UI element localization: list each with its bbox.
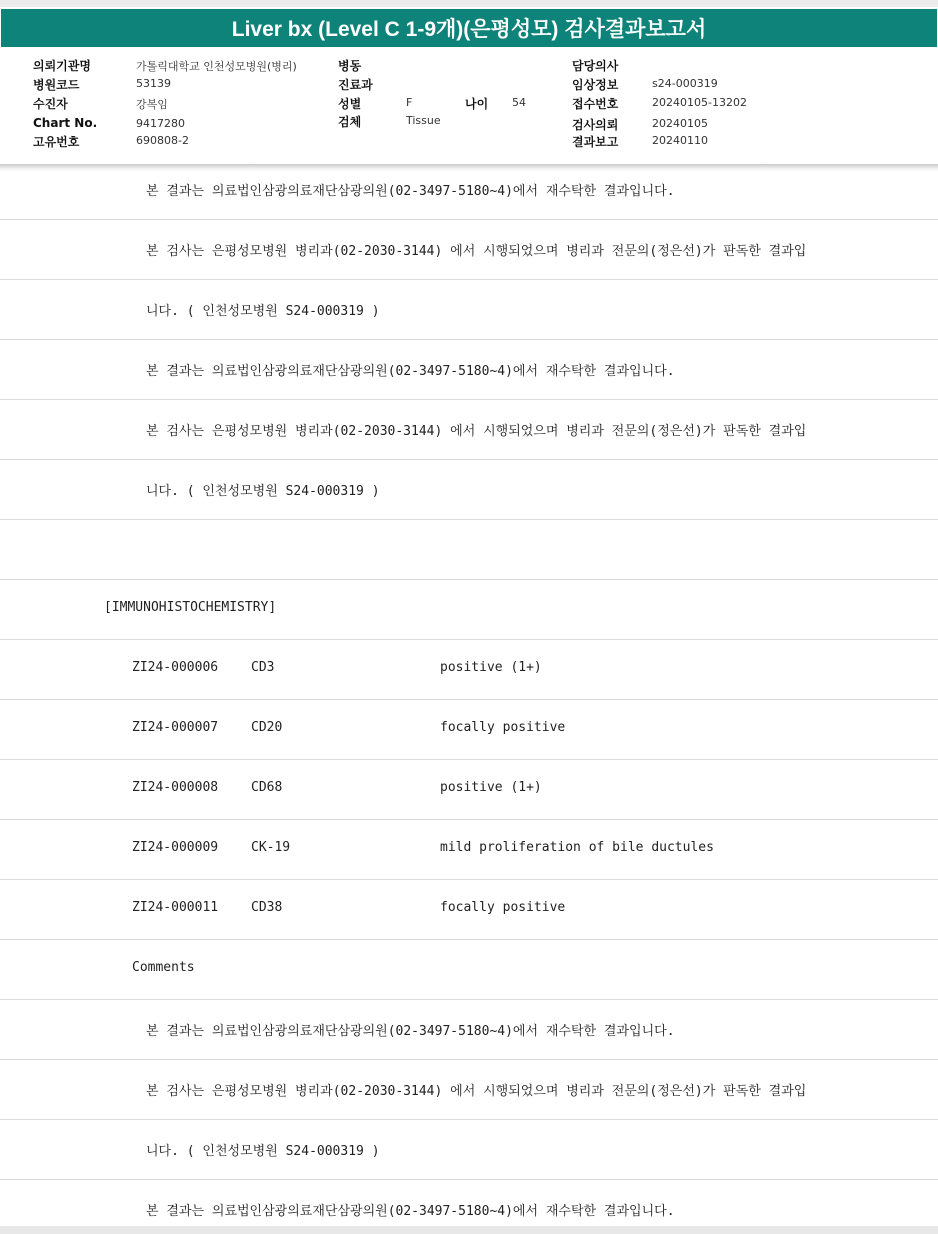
note-row — [0, 280, 938, 340]
note-text: 본 검사는 은평성모병원 병리과(02-2030-3144) 에서 시행되었으며 병리과 전문의(정은선)가 판독한 결과입 — [146, 424, 807, 439]
note-text: 본 검사는 은평성모병원 병리과(02-2030-3144) 에서 시행되었으며 병리과 전문의(정은선)가 판독한 결과입 — [146, 1084, 807, 1099]
patient-value: 강복임 — [136, 98, 168, 111]
note-row — [0, 1060, 938, 1120]
ihc-result-row — [0, 700, 938, 760]
ihc-marker: CK-19 — [251, 840, 291, 855]
chart-no-label: Chart No. — [33, 116, 98, 130]
note-row — [0, 400, 938, 460]
ihc-result-row — [0, 760, 938, 820]
ihc-code: ZI24-000007 — [132, 720, 219, 735]
ihc-marker: CD20 — [251, 720, 283, 735]
ihc-marker: CD68 — [251, 780, 283, 795]
institution-value: 가톨릭대학교 인천성모병원(병리) — [136, 60, 297, 73]
note-row — [0, 340, 938, 400]
institution-label: 의뢰기관명 — [33, 59, 91, 73]
receipt-number-value: 20240105-13202 — [652, 96, 747, 109]
report-body[interactable] — [0, 160, 938, 1226]
doctor-label: 담당의사 — [572, 59, 619, 73]
sex-label: 성별 — [338, 97, 362, 111]
note-text: 본 결과는 의료법인삼광의료재단삼광의원(02-3497-5180~4)에서 재수탁한 결과입니다. — [146, 1204, 675, 1219]
request-date-label: 검사의뢰 — [572, 118, 619, 132]
department-label: 진료과 — [338, 78, 373, 92]
ihc-result: mild proliferation of bile ductules — [440, 840, 714, 855]
note-row — [0, 1000, 938, 1060]
patient-label: 수진자 — [33, 97, 68, 111]
ihc-code: ZI24-000008 — [132, 780, 219, 795]
receipt-number-label: 접수번호 — [572, 97, 619, 111]
hospital-code-label: 병원코드 — [33, 78, 80, 92]
note-row — [0, 1120, 938, 1180]
ihc-section-title: [IMMUNOHISTOCHEMISTRY] — [104, 600, 277, 615]
note-row — [0, 1180, 938, 1226]
note-row — [0, 220, 938, 280]
note-text: 니다. ( 인천성모병원 S24-000319 ) — [146, 304, 380, 319]
clinical-info-label: 임상정보 — [572, 78, 619, 92]
age-label: 나이 — [465, 97, 489, 111]
clinical-info-value: s24-000319 — [652, 77, 718, 90]
sex-value: F — [406, 96, 413, 109]
ihc-result-row — [0, 820, 938, 880]
note-text: 니다. ( 인천성모병원 S24-000319 ) — [146, 1144, 380, 1159]
unique-number-value: 690808-2 — [136, 134, 189, 147]
report-header — [0, 47, 938, 165]
request-date-value: 20240105 — [652, 117, 708, 130]
ihc-code: ZI24-000011 — [132, 900, 219, 915]
ihc-section-row — [0, 580, 938, 640]
ihc-result: positive (1+) — [440, 780, 542, 795]
note-text: 본 결과는 의료법인삼광의료재단삼광의원(02-3497-5180~4)에서 재수탁한 결과입니다. — [146, 364, 675, 379]
chart-no-value: 9417280 — [136, 117, 185, 130]
ihc-marker: CD3 — [251, 660, 275, 675]
comments-row — [0, 940, 938, 1000]
report-date-label: 결과보고 — [572, 135, 619, 149]
note-text: 본 결과는 의료법인삼광의료재단삼광의원(02-3497-5180~4)에서 재수탁한 결과입니다. — [146, 184, 675, 199]
ihc-code: ZI24-000006 — [132, 660, 219, 675]
note-text: 본 결과는 의료법인삼광의료재단삼광의원(02-3497-5180~4)에서 재수탁한 결과입니다. — [146, 1024, 675, 1039]
age-value: 54 — [512, 96, 526, 109]
note-row — [0, 460, 938, 520]
report-title: Liver bx (Level C 1-9개)(은평성모) 검사결과보고서 — [1, 9, 937, 47]
ihc-result: focally positive — [440, 720, 566, 735]
unique-number-label: 고유번호 — [33, 135, 80, 149]
ihc-result-row — [0, 640, 938, 700]
specimen-value: Tissue — [406, 114, 441, 127]
ward-label: 병동 — [338, 59, 362, 73]
window-bottom-strip — [0, 1226, 938, 1234]
comments-label: Comments — [132, 960, 195, 975]
ihc-result-row — [0, 880, 938, 940]
report-date-value: 20240110 — [652, 134, 708, 147]
ihc-code: ZI24-000009 — [132, 840, 219, 855]
ihc-result: positive (1+) — [440, 660, 542, 675]
blank-row — [0, 520, 938, 580]
ihc-marker: CD38 — [251, 900, 283, 915]
note-text: 본 검사는 은평성모병원 병리과(02-2030-3144) 에서 시행되었으며 병리과 전문의(정은선)가 판독한 결과입 — [146, 244, 807, 259]
note-text: 니다. ( 인천성모병원 S24-000319 ) — [146, 484, 380, 499]
window-top-strip — [0, 0, 938, 7]
ihc-result: focally positive — [440, 900, 566, 915]
specimen-label: 검체 — [338, 115, 362, 129]
hospital-code-value: 53139 — [136, 77, 171, 90]
header-divider — [0, 164, 938, 172]
